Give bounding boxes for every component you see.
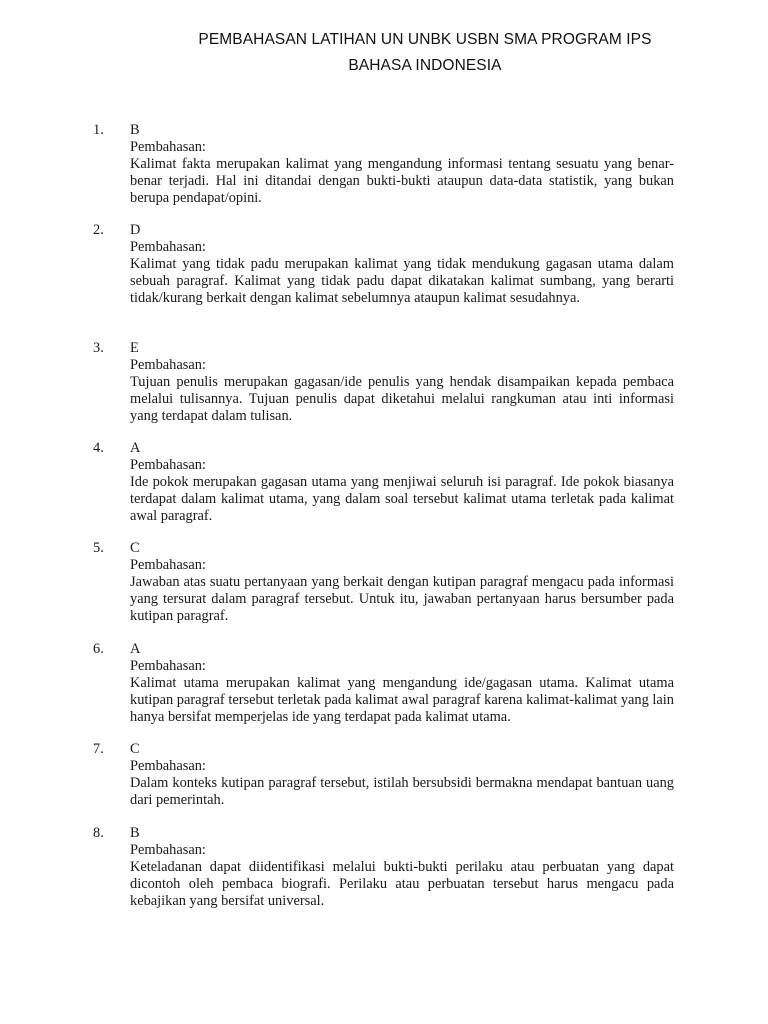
answer-letter: A: [130, 641, 141, 657]
explanation-text: Kalimat utama merupakan kalimat yang mengandung ide/gagasan utama. Kalimat utama kutipan paragraf tersebut terletak pada kalimat awal paragraf karena kalimat-kalimat yang lain hanya bersifat memperjelas ide yang terdapat pada kalimat utama.: [130, 675, 674, 725]
answer-letter: B: [130, 122, 140, 138]
item-number: 3.: [93, 340, 104, 356]
explanation-label: Pembahasan:: [130, 139, 206, 155]
explanation-label: Pembahasan:: [130, 239, 206, 255]
explanation-label: Pembahasan:: [130, 658, 206, 674]
item-number: 7.: [93, 741, 104, 757]
item-number: 6.: [93, 641, 104, 657]
explanation-text: Kalimat fakta merupakan kalimat yang mengandung informasi tentang sesuatu yang benar-benar terjadi. Hal ini ditandai dengan bukti-bukti ataupun data-data statistik, yang bukan berupa pendapat/opini.: [130, 156, 674, 206]
document-title: PEMBAHASAN LATIHAN UN UNBK USBN SMA PROGRAM IPS: [198, 31, 652, 48]
answer-letter: A: [130, 440, 141, 456]
item-number: 4.: [93, 440, 104, 456]
item-number: 1.: [93, 122, 104, 138]
document-subtitle: BAHASA INDONESIA: [348, 57, 502, 74]
explanation-text: Dalam konteks kutipan paragraf tersebut, istilah bersubsidi bermakna mendapat bantuan uang dari pemerintah.: [130, 775, 674, 808]
item-number: 8.: [93, 825, 104, 841]
explanation-label: Pembahasan:: [130, 357, 206, 373]
answer-letter: C: [130, 540, 140, 556]
explanation-text: Keteladanan dapat diidentifikasi melalui bukti-bukti perilaku atau perbuatan yang dapat dicontoh oleh pembaca biografi. Perilaku atau perbuatan tersebut harus mengacu pada kebajikan yang bersifat universal.: [130, 859, 674, 909]
answer-letter: B: [130, 825, 140, 841]
answer-letter: E: [130, 340, 139, 356]
explanation-label: Pembahasan:: [130, 457, 206, 473]
answer-letter: D: [130, 222, 141, 238]
explanation-text: Jawaban atas suatu pertanyaan yang berkait dengan kutipan paragraf mengacu pada informasi yang tersurat dalam paragraf tersebut. Untuk itu, jawaban pertanyaan harus bersumber pada kutipan paragraf.: [130, 574, 674, 624]
item-number: 5.: [93, 540, 104, 556]
explanation-label: Pembahasan:: [130, 842, 206, 858]
answer-letter: C: [130, 741, 140, 757]
explanation-label: Pembahasan:: [130, 758, 206, 774]
explanation-text: Tujuan penulis merupakan gagasan/ide penulis yang hendak disampaikan kepada pembaca melalui tulisannya. Tujuan penulis dapat diketahui melalui rangkuman atau inti informasi yang terdapat dalam tulisan.: [130, 374, 674, 424]
explanation-text: Ide pokok merupakan gagasan utama yang menjiwai seluruh isi paragraf. Ide pokok biasanya terdapat dalam kalimat utama, yang dalam soal tersebut kalimat utama terletak pada kalimat awal paragraf.: [130, 474, 674, 524]
explanation-label: Pembahasan:: [130, 557, 206, 573]
item-number: 2.: [93, 222, 104, 238]
explanation-text: Kalimat yang tidak padu merupakan kalimat yang tidak mendukung gagasan utama dalam sebuah paragraf. Kalimat yang tidak padu dapat dikatakan kalimat sumbang, yang berarti tidak/kurang berkait dengan kalimat sebelumnya ataupun kalimat sesudahnya.: [130, 256, 674, 306]
